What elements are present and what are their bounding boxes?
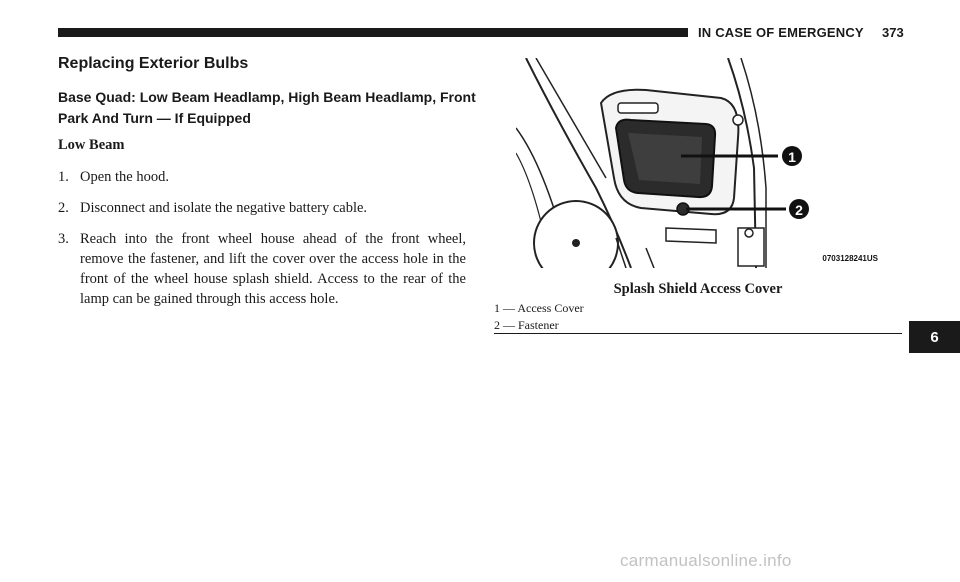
figure-caption: Splash Shield Access Cover <box>613 281 783 297</box>
step-item <box>58 198 466 218</box>
header-rule <box>58 28 688 37</box>
legend-item: 1 — Access Cover <box>494 301 584 315</box>
step-number: 3. <box>58 231 69 247</box>
step-number: 1. <box>58 169 69 185</box>
legend-item: 2 — Fastener <box>494 318 559 332</box>
legend-divider <box>494 333 902 334</box>
step-text: Reach into the front wheel house ahead of the front wheel, remove the fastener, and lift the cover over the access hole in the front of the wheel house splash shield. Access to the rear of the lamp can be gained through this access hole. <box>80 231 466 307</box>
step-item <box>58 167 466 187</box>
step-item <box>58 229 466 309</box>
page-number: 373 <box>882 25 904 40</box>
figure-code: 0703128241US <box>822 254 878 263</box>
callout-label-2: 2 <box>795 202 803 218</box>
splash-shield-drawing <box>516 58 882 268</box>
callout-label-1: 1 <box>788 149 796 165</box>
procedure-steps <box>58 167 466 320</box>
step-text: Open the hood. <box>80 169 169 185</box>
section-title: Replacing Exterior Bulbs <box>58 55 249 72</box>
running-header-title: IN CASE OF EMERGENCY <box>698 25 864 40</box>
splash-shield-illustration <box>516 58 882 268</box>
watermark-text: carmanualsonline.info <box>620 551 792 570</box>
step-text: Disconnect and isolate the negative battery cable. <box>80 200 368 216</box>
low-beam-heading: Low Beam <box>58 137 125 153</box>
subsection-title: Base Quad: Low Beam Headlamp, High Beam Headlamp, Front Park And Turn — If Equipped <box>58 89 476 126</box>
figure-legend <box>494 300 902 334</box>
chapter-tab: 6 <box>909 321 960 353</box>
step-number: 2. <box>58 200 69 216</box>
